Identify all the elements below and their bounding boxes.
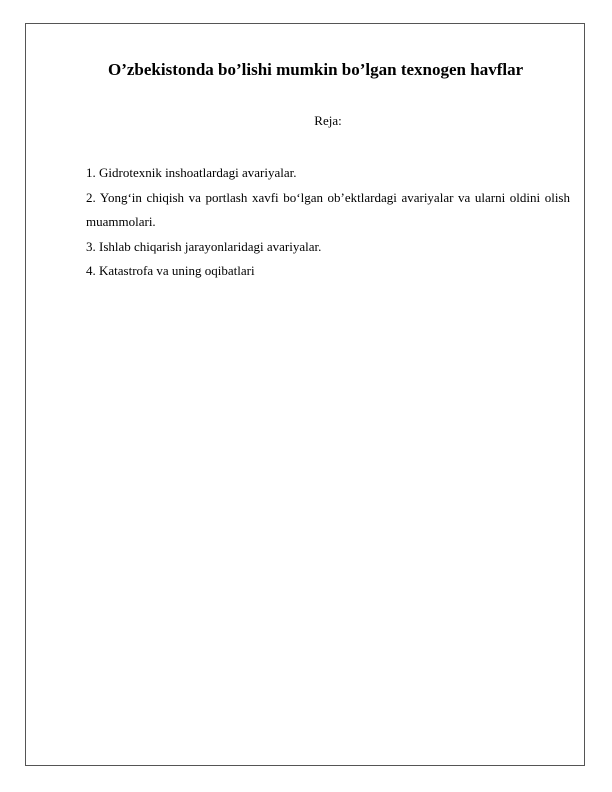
page-border [25,23,585,766]
plan-list [86,161,570,284]
plan-item-1: 1. Gidrotexnik inshoatlardagi avariyalar. [86,165,297,180]
plan-item-2: 2. Yong‘in chiqish va portlash xavfi bo‘lgan ob’ektlardagi avariyalar va ularni oldini olish muammolari. [86,189,570,229]
plan-heading: Reja: [314,113,342,128]
document-title: O’zbekistonda bo’lishi mumkin bo’lgan texnogen havflar [108,60,524,79]
plan-item-4: 4. Katastrofa va uning oqibatlari [86,263,255,278]
plan-item-3: 3. Ishlab chiqarish jarayonlaridagi avariyalar. [86,238,322,254]
